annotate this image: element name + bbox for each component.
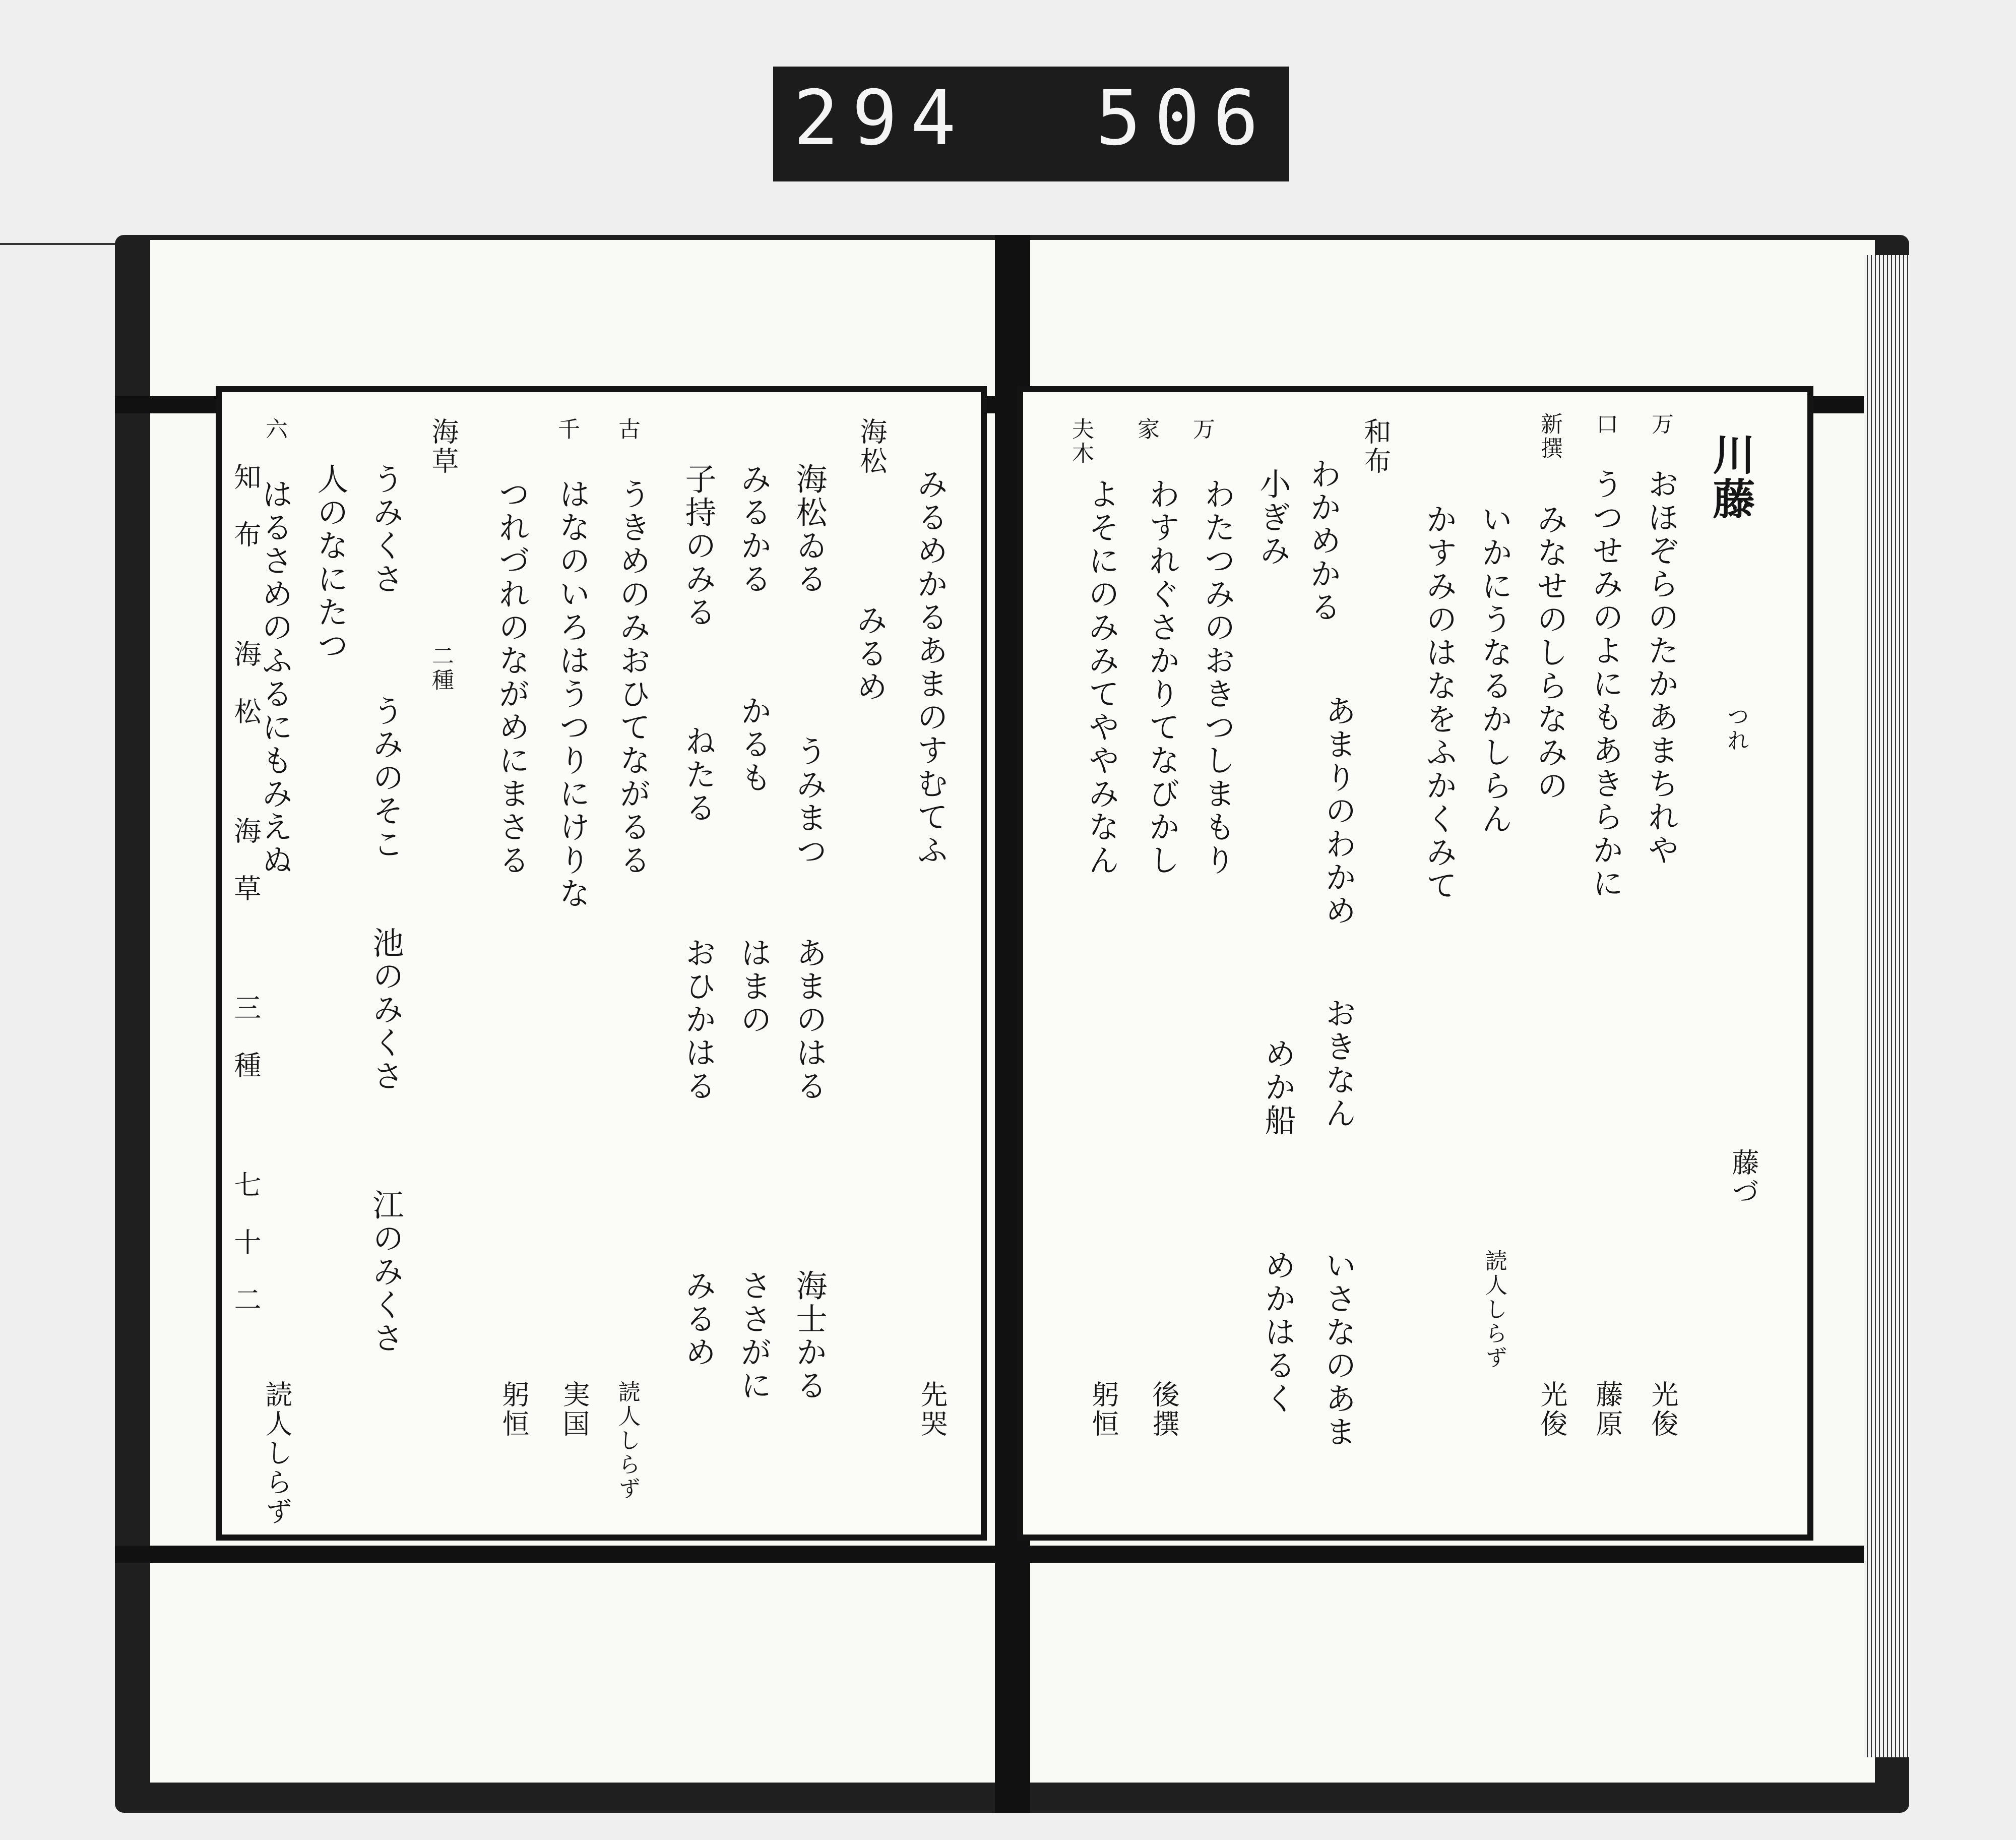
right-col-23: わすれぐさかりてなびかし	[1144, 478, 1180, 877]
right-col-25: よそにのみみてややみなん	[1083, 478, 1120, 877]
right-col-18: いさなのあま	[1320, 1249, 1357, 1449]
left-col-14: 海士かる	[791, 1269, 828, 1402]
left-col-32: 六	[262, 417, 287, 442]
right-author-1: 光俊	[1647, 1380, 1679, 1439]
left-col-19: 千	[554, 417, 580, 442]
left-col-29: 池のみくさ	[367, 927, 404, 1093]
left-col-25: 海草	[427, 417, 459, 476]
left-col-21: つれづれのながめにまさる	[493, 478, 530, 877]
left-col-31: 人のなにたつ	[312, 463, 349, 662]
left-col-30: 江のみくさ	[367, 1189, 404, 1355]
left-col-7: みるかる	[735, 463, 772, 596]
right-col-24: 夫木	[1068, 417, 1094, 466]
right-col-21: わたつみのおきつしまもり	[1199, 478, 1236, 877]
left-col-8: かるも	[735, 695, 772, 794]
right-col-12: 和布	[1360, 417, 1392, 476]
right-col-1: 川藤	[1706, 433, 1756, 521]
left-col-17: 古	[614, 417, 640, 442]
right-col-10: いかにうなるかしらん	[1476, 503, 1513, 836]
label-number-left: 294	[793, 75, 969, 162]
right-author-3: 光俊	[1536, 1380, 1568, 1439]
right-col-15: あまりのわかめ	[1320, 695, 1357, 928]
right-col-5: おほぞらのたかあまちれや	[1643, 468, 1679, 867]
right-col-11: かすみのはなをふかくみて	[1421, 503, 1458, 902]
left-author-3: 躬恒	[498, 1380, 530, 1439]
open-book	[115, 235, 1909, 1813]
left-col-16: みるめ	[680, 1269, 717, 1369]
left-col-26: 二種	[428, 644, 454, 693]
right-author-2: 藤原	[1592, 1380, 1623, 1439]
left-author-1: 読人しらず	[614, 1380, 640, 1501]
left-col-6: うみまつ	[791, 735, 828, 868]
left-col-20: はなのいろはうつりにけりな	[554, 478, 591, 910]
left-col-3: 海松	[856, 417, 888, 476]
right-col-13: わかめかる	[1305, 458, 1342, 624]
right-col-22: 家	[1133, 417, 1159, 442]
right-author-5: 後撰	[1148, 1380, 1180, 1439]
left-col-11: あまのはる	[791, 937, 828, 1103]
left-page-frame	[216, 386, 987, 1541]
left-author-2: 実国	[558, 1380, 590, 1439]
left-col-28: うみのそこ	[367, 695, 404, 861]
left-col-12: はまの	[735, 937, 772, 1036]
right-author-4: 読人しらず	[1481, 1249, 1507, 1370]
right-col-4: 万	[1648, 412, 1673, 437]
left-col-13: おひかはる	[680, 937, 717, 1103]
right-col-20: 万	[1189, 417, 1215, 442]
left-col-5: 海松ゐる	[791, 463, 828, 596]
right-col-14: 小ぎみ	[1254, 468, 1291, 568]
left-col-2: 先哭	[916, 1380, 948, 1439]
right-author-6: 躬恒	[1088, 1380, 1119, 1439]
right-col-2: つれ	[1723, 705, 1749, 753]
right-col-6: 口	[1592, 412, 1618, 437]
left-col-27: うみくさ	[367, 463, 404, 596]
right-col-7: うつせみのよにもあきらかに	[1587, 468, 1624, 900]
right-col-16: おきなん	[1320, 997, 1357, 1130]
left-col-9: 子持のみる	[680, 463, 717, 629]
right-page-frame	[1017, 386, 1813, 1541]
right-col-19: めかはるく	[1259, 1249, 1296, 1416]
running-footer: 知布 海松 海草 三種 七十二	[230, 463, 262, 1343]
left-author-4: 読人しらず	[261, 1380, 293, 1526]
left-col-1: みるめかるあまのすむてふ	[912, 468, 949, 867]
left-col-10: ねたる	[680, 725, 717, 825]
label-number-right: 506	[1096, 75, 1272, 162]
right-col-3: 藤づ	[1728, 1148, 1759, 1207]
left-col-4: みるめ	[851, 604, 888, 704]
left-col-15: ささがに	[735, 1269, 772, 1402]
right-col-8: 新撰	[1537, 412, 1562, 461]
right-col-9: みなせのしらなみの	[1532, 503, 1568, 803]
page-edges	[1864, 255, 1909, 1757]
right-col-17: めか船	[1259, 1037, 1296, 1137]
catalog-label-plate	[773, 67, 1289, 181]
left-col-18: うきめのみおひてながるる	[614, 478, 651, 877]
left-col-33: はるさめのふるにもみえぬ	[257, 478, 293, 877]
